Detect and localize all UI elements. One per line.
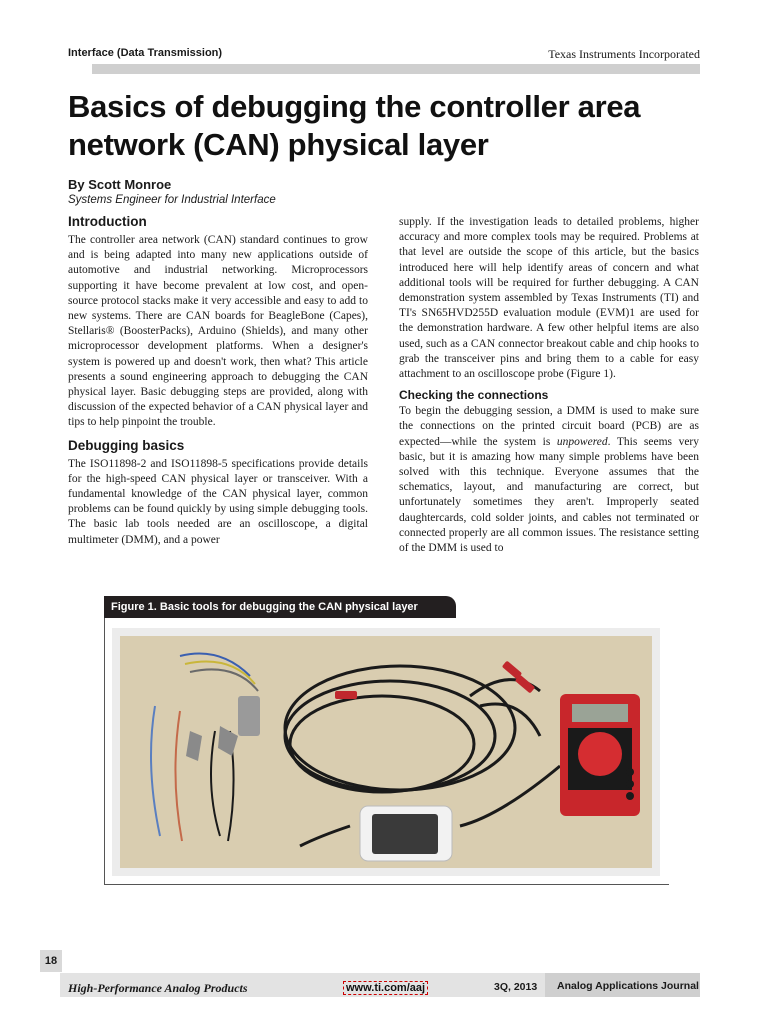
db9-connector (238, 696, 260, 736)
figure-caption: Figure 1. Basic tools for debugging the CAN physical layer (104, 596, 456, 618)
running-header-company: Texas Instruments Incorporated (548, 47, 700, 61)
footer-url-link[interactable]: www.ti.com/aaj (343, 981, 428, 995)
debugging-basics-heading: Debugging basics (68, 437, 185, 453)
right-column (399, 215, 699, 562)
introduction-paragraph: The controller area network (CAN) standard continues to grow and is being adapted into many new applications outside of automotive and industrial networking. Microprocessors supporting it have become prevalent at low cost, and open-source protocol stacks make it very accessible and easy to add to new systems. There are CAN boards for BeagleBone (Capes), Stellaris® (BoosterPacks), Arduino (Shields), and many other microprocessor development platforms. When a designer's system is powered up and doesn't work, then what? This article presents a sound engineering approach to debugging the CAN physical layer. Basic debugging steps are provided, along with discussion of the expected behavior of a CAN physical layer and tips to help pinpoint the trouble. (68, 234, 368, 429)
introduction-heading: Introduction (68, 214, 147, 229)
footer-date: 3Q, 2013 (494, 981, 538, 993)
running-header-section: Interface (Data Transmission) (68, 47, 223, 59)
header-rule (92, 64, 700, 74)
author-role: Systems Engineer for Industrial Interface (68, 194, 276, 206)
debugging-basics-paragraph: The ISO11898-2 and ISO11898-5 specifications provide details for the high-speed CAN physical layer or transceiver. With a fundamental knowledge of the CAN physical layer, common problems can be found quickly by using simple debugging tools. The basic lab tools needed are an oscilloscope, a digital multimeter (DMM), and a power (68, 457, 368, 546)
checking-text-end: . This seems very basic, but it is amazing how many simple problems have been solved with this technique. Everyone assumes that the schematics, layout, and manufacturing are correct, but unfortunately sometimes they aren't. Improperly seated daughtercards, cold solder joints, and cables not terminated or connected properly are all common issues. The resistance setting of the DMM is used to (399, 435, 700, 555)
article-title: Basics of debugging the controller area network (CAN) physical layer (68, 89, 641, 162)
figure-photo (112, 628, 660, 876)
oscilloscope-screen (372, 814, 438, 854)
continued-paragraph: supply. If the investigation leads to detailed problems, higher accuracy and more complex tools may be required. Problems at that level are outside the scope of this article, but the basics introduced here will help identify areas of concern and what additional tools will be required for further debugging. A CAN demonstration system assembled by Texas Instruments (TI) and TI's SN65HVD255D evaluation module (EVM)1 are used for the demonstration hardware. A few other helpful items are also used, such as a CAN connector breakout cable and chip hooks to grab the transceiver pins and bring them to a cable for easy attachment to an oscilloscope probe (Figure 1). (399, 216, 699, 381)
multimeter-dial (578, 732, 622, 776)
left-column (68, 213, 368, 554)
checking-text-start: To begin the debugging session, a DMM is used to make sure the connections on the printed circuit board (PCB) are as expected—while the system is (399, 405, 699, 448)
checking-connections-paragraph (399, 404, 699, 556)
checking-connections-heading: Checking the connections (399, 388, 549, 403)
header-notch (66, 64, 92, 84)
footer-product-line: High-Performance Analog Products (68, 981, 248, 995)
lab-tools-photo (120, 636, 652, 868)
page-number: 18 (40, 950, 62, 972)
checking-emphasis: unpowered (556, 435, 608, 448)
multimeter-display (572, 704, 628, 722)
author-byline: By Scott Monroe (68, 177, 172, 192)
footer-journal: Analog Applications Journal (557, 980, 699, 992)
